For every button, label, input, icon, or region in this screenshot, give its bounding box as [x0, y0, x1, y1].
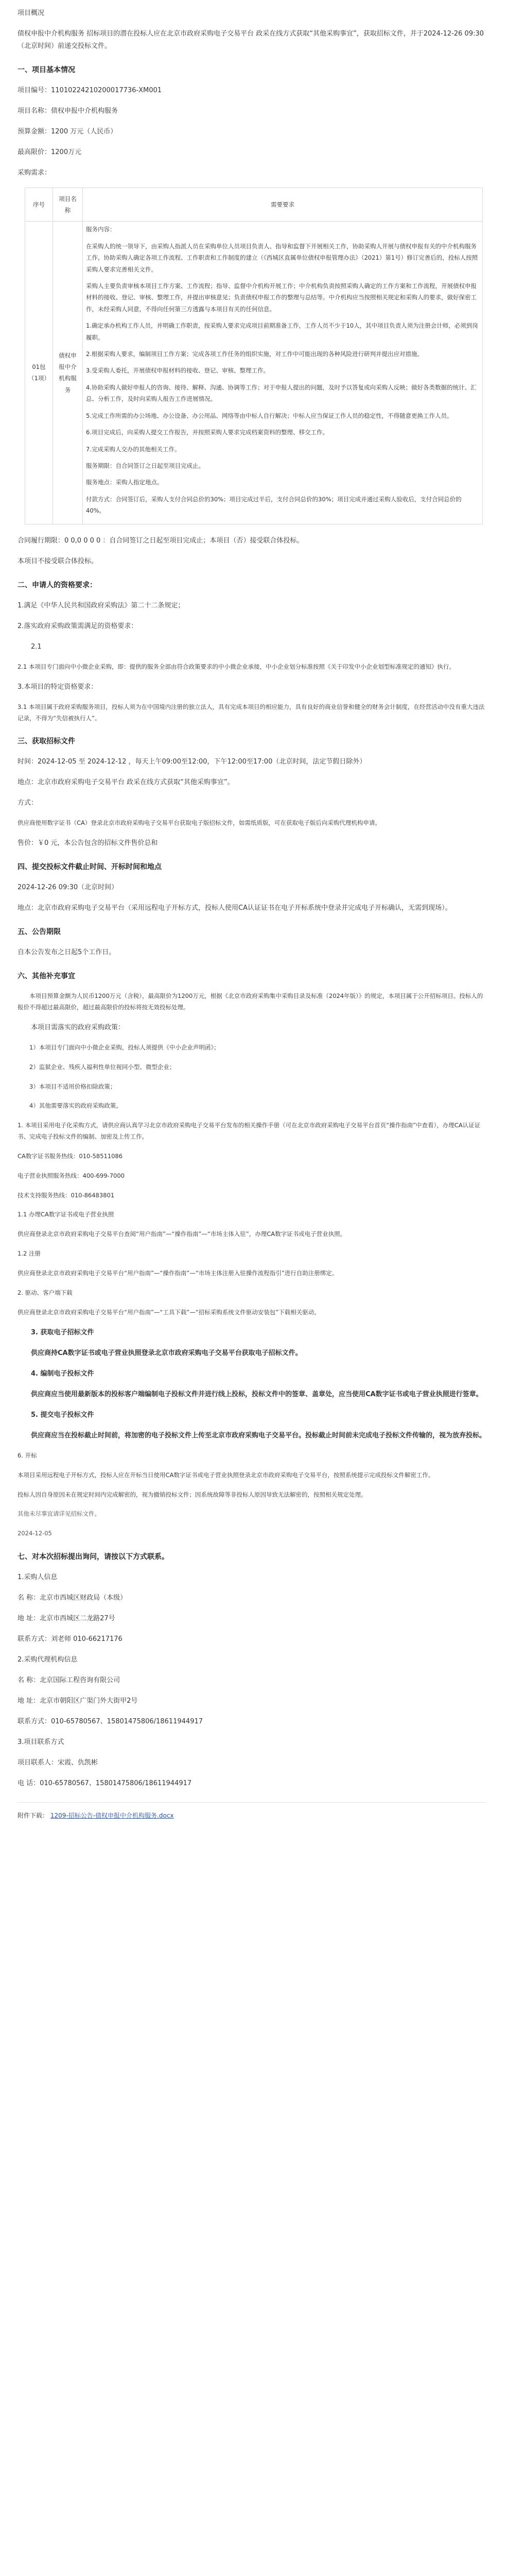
notice-period: 自本公告发布之日起5个工作日。 — [18, 948, 116, 957]
agent-name: 名 称：北京国际工程咨询有限公司 — [18, 1676, 120, 1685]
guide-9-text: 其他未尽事宜请详见招标文件。 — [18, 1510, 100, 1518]
attachment-bar — [18, 1802, 486, 1821]
policy-item: 2）监狱企业、残疾人福利性单位视同小型、微型企业； — [29, 1063, 176, 1071]
req-para: 采购人主要负责审核本项目工作方案、工作流程；指导、监督中介机构开展工作；中介机构负责按照采购人确定的工作方案和工作流程，开展债权申报材料的接收、登记、审核、整理工作，并提出审核意见；负责债权申报工作的整理与总结等。中介机构应当按照相关规定和采购人的要求，做好保密工作，未经采购人同意，不得向任何第三方透露与本项目有关的任何信息。 — [86, 282, 477, 313]
budget-note: 本项目预算金额为人民币1200万元（含税），最高限价为1200万元，根据《北京市政府采购集中采购目录及标准（2024年版）》的规定，本项目属于公开招标项目。投标人的报价不得超过最高限价，超过最高限价的投标将按无效投标处理。 — [18, 992, 483, 1011]
overview-intro: 债权申报中介机构服务 招标项目的潜在投标人应在北京市政府采购电子交易平台 政采在线方式获取“其他采购事宜”，获取招标文件，并于2024-12-26 09:30（北京时间）前递交投标文件。 — [18, 30, 484, 50]
publish-date: 2024-12-05 — [18, 1530, 52, 1537]
guide-3-text: 供应商登录北京市政府采购电子交易平台“用户指南”—“工具下载”—“招标采购系统文件驱动安装包”下载相关驱动。 — [18, 1308, 320, 1316]
requirements-table-wrap — [25, 188, 486, 524]
requirements-label: 采购需求： — [18, 169, 51, 177]
qual-2: 2.落实政府采购政策需满足的资格要求： — [18, 622, 138, 630]
requirements-table — [25, 188, 483, 524]
cell-seq: 01包（1项） — [25, 222, 53, 524]
buyer-address: 地 址：北京市西城区二龙路27号 — [18, 1615, 115, 1623]
col-header-name: 项目名称 — [53, 188, 83, 222]
policy-intro: 本项目需落实的政府采购政策： — [31, 1023, 125, 1031]
budget-amount: 预算金额：1200 万元（人民币） — [18, 128, 117, 136]
attachment-label: 附件下载： — [18, 1812, 49, 1820]
deadline-time: 2024-12-26 09:30（北京时间） — [18, 884, 118, 892]
project-contact-name: 项目联系人：宋霞、仇凯彬 — [18, 1759, 98, 1767]
guide-2-title: 1.2 注册 — [18, 1250, 41, 1258]
cell-requirements — [83, 222, 483, 524]
col-header-seq: 序号 — [25, 188, 53, 222]
obtain-way: 方式： — [18, 799, 38, 807]
obtain-place: 地点：北京市政府采购电子交易平台 政采在线方式获取“其他采购事宜”。 — [18, 778, 234, 787]
attachment-link[interactable]: 1209-招标公告-债权申报中介机构服务.docx — [50, 1812, 174, 1820]
guide-5-text: 供应商应当使用最新版本的投标客户端编制电子投标文件并进行线上投标，投标文件中的签章、盖章处，应当使用CA数字证书或电子营业执照进行签章。 — [31, 1390, 483, 1398]
opening-place: 地点：北京市政府采购电子交易平台（采用远程电子开标方式，投标人使用CA认证证书在电子开标系统中登录并完成电子开标确认，无需到现场）。 — [18, 904, 452, 912]
guide-2-text: 供应商登录北京市政府采购电子交易平台“用户指南”—“操作指南”—“市场主体注册入驻操作流程指引”进行自助注册绑定。 — [18, 1269, 338, 1277]
req-para: 5.完成工作所需的办公场地、办公设备、办公用品、网络等由中标人自行解决；中标人应当保证工作人员的稳定性，不得随意更换工作人员。 — [86, 412, 453, 419]
section-4-heading: 四、提交投标文件截止时间、开标时间和地点 — [18, 863, 162, 872]
req-para: 3.受采购人委托，开展债权申报材料的接收、登记、审核、整理工作。 — [86, 367, 269, 375]
max-price: 最高限价：1200万元 — [18, 148, 82, 157]
cell-name: 债权申报中介机构服务 — [53, 222, 83, 524]
section-1-heading: 一、项目基本情况 — [18, 66, 75, 75]
guide-4-title: 3. 获取电子招标文件 — [31, 1328, 94, 1336]
table-row — [25, 222, 483, 524]
qual-2-1-label: 2.1 — [31, 642, 42, 651]
guide-4-text: 供应商持CA数字证书或电子营业执照登录北京市政府采购电子交易平台获取电子招标文件。 — [31, 1349, 302, 1357]
contract-period: 合同履行期限：0 0,0 0 0 0 ：自合同签订之日起至项目完成止；本项目（否）接受联合体投标。 — [18, 536, 304, 545]
policy-item: 1）本项目专门面向中小微企业采购，投标人须提供《中小企业声明函》； — [29, 1043, 220, 1051]
agent-address: 地 址：北京市朝阳区广渠门外大街甲2号 — [18, 1697, 138, 1705]
req-para: 6.项目完成后，向采购人提交工作报告，并按照采购人要求完成档案资料的整理、移交工作。 — [86, 429, 328, 436]
qual-3: 3.本项目的特定资格要求： — [18, 683, 98, 691]
doc-price: 售价：￥0 元，本公告包含的招标文件售价总和 — [18, 839, 158, 848]
obtain-time: 时间：2024-12-05 至 2024-12-12 ，每天上午09:00至12:00，下午12:00至17:00（北京时间，法定节假日除外） — [18, 758, 367, 766]
req-para: 服务地点：采购人指定地点。 — [86, 479, 163, 486]
project-contact-title: 3.项目联系方式 — [18, 1738, 64, 1747]
buyer-name: 名 称：北京市西城区财政局（本级） — [18, 1594, 127, 1602]
req-para: 付款方式：合同签订后，采购人支付合同总价的30%；项目完成过半后，支付合同总价的30%；项目完成并通过采购人验收后，支付合同总价的40%。 — [86, 495, 462, 515]
guide-6-text: 供应商应当在投标截止时间前，将加密的电子投标文件上传至北京市政府采购电子交易平台。投标截止时间前未完成电子投标文件传输的，视为放弃投标。 — [31, 1431, 486, 1439]
guide-1-text: 供应商登录北京市政府采购电子交易平台查阅“用户指南”—“操作指南”—“市场主体入驻”，办理CA数字证书或电子营业执照。 — [18, 1230, 346, 1238]
joint-bid-note: 本项目不接受联合体投标。 — [18, 557, 98, 565]
agent-contact: 联系方式：010-65780567、15801475806/18611944917 — [18, 1718, 203, 1726]
project-name: 项目名称：债权申报中介机构服务 — [18, 107, 118, 115]
col-header-req: 需要要求 — [83, 188, 483, 222]
req-para: 1.确定承办机构工作人员，并明确工作职责，按采购人要求完成项目前期准备工作，工作人员不少于10人，其中项目负责人须为注册会计师，必须到岗履职。 — [86, 322, 478, 341]
qual-1: 1.满足《中华人民共和国政府采购法》第二十二条规定； — [18, 601, 185, 609]
obtain-way-note: 供应商使用数字证书（CA）登录北京市政府采购电子交易平台获取电子版招标文件，如需纸质版，可在获取电子版后向采购代理机构申请。 — [18, 819, 381, 827]
support-hotline: 技术支持服务热线：010-86483801 — [18, 1191, 115, 1199]
section-3-heading: 三、获取招标文件 — [18, 737, 75, 746]
agent-title: 2.采购代理机构信息 — [18, 1656, 78, 1664]
project-number: 项目编号：11010224210200017736-XM001 — [18, 87, 162, 95]
qual-2-1-text: 2.1 本项目专门面向中小微企业采购，即：提供的服务全部由符合政策要求的中小微企业承接，中小企业划分标准按照《关于印发中小企业划型标准规定的通知》执行。 — [18, 663, 455, 670]
table-header-row — [25, 188, 483, 222]
guide-1-title: 1.1 办理CA数字证书或电子营业执照 — [18, 1211, 114, 1218]
guide-7-title: 6. 开标 — [18, 1451, 37, 1459]
ca-hotline: CA数字证书服务热线：010-58511086 — [18, 1152, 123, 1160]
guide-3-title: 2. 驱动、客户端下载 — [18, 1289, 73, 1296]
req-para: 服务期限：自合同签订之日起至项目完成止。 — [86, 462, 204, 470]
section-6-heading: 六、其他补充事宜 — [18, 972, 75, 981]
req-para: 4.协助采购人做好申报人的咨询、接待、解释、沟通、协调等工作；对于申报人提出的问题，及时予以答复或向采购人反映；做好各类数据的统计、汇总、分析工作，及时向采购人报告工作进展情况。 — [86, 383, 477, 403]
policy-item: 4）其他需要落实的政府采购政策。 — [29, 1102, 122, 1110]
guide-6-title: 5. 提交电子投标文件 — [31, 1411, 94, 1419]
buyer-title: 1.采购人信息 — [18, 1573, 58, 1581]
req-para: 2.根据采购人要求，编制项目工作方案；完成各项工作任务的组织实施，对工作中可能出现的各种风险进行研判并提出应对措施。 — [86, 350, 423, 358]
policy-item: 3）本项目不适用价格扣除政策； — [29, 1082, 116, 1090]
project-contact-phone: 电 话：010-65780567、15801475806/18611944917 — [18, 1780, 192, 1788]
req-para: 服务内容： — [86, 226, 116, 233]
qual-3-1-text: 3.1 本项目属于政府采购服务项目，投标人须为在中国境内注册的独立法人，具有完成本项目的相应能力，具有良好的商业信誉和健全的财务会计制度，在经营活动中没有重大违法记录，不得为“失信被执行人”。 — [18, 703, 485, 722]
req-para: 在采购人的统一领导下，由采购人指派人员在采购单位人员项目负责人、指导和监督下开展相关工作，协助采购人开展与债权申报有关的中介机构服务工作，协助采购人确定各项工作流程、工作职责和工作制度的建立（《西城区直属单位债权申报管理办法》（2021）第1号）修订完善后的，投标人按照采购人要求完善相关文件。 — [86, 242, 478, 273]
guide-7-text: 本项目采用远程电子开标方式，投标人应在开标当日使用CA数字证书或电子营业执照登录北京市政府采购电子交易平台，按照系统提示完成投标文件解密工作。 — [18, 1471, 434, 1479]
req-para: 7.完成采购人交办的其他相关工作。 — [86, 445, 181, 453]
overview-title: 项目概况 — [18, 9, 45, 17]
section-7-heading: 七、对本次招标提出询问，请按以下方式联系。 — [18, 1553, 169, 1562]
section-5-heading: 五、公告期限 — [18, 928, 61, 937]
buyer-contact: 联系方式：刘老师 010-66217176 — [18, 1635, 123, 1643]
guide-5-title: 4. 编制电子投标文件 — [31, 1369, 94, 1378]
license-hotline: 电子营业执照服务热线：400-699-7000 — [18, 1172, 125, 1179]
ca-intro: 1. 本项目采用电子化采购方式，请供应商认真学习北京市政府采购电子交易平台发布的相关操作手册（可在北京市政府采购电子交易平台首页“操作指南”中查看），办理CA认证证书、完成电子投标文件的编制、加密及上传工作。 — [18, 1122, 481, 1141]
guide-8-text: 投标人因自身原因未在规定时间内完成解密的，视为撤销投标文件；因系统故障等非投标人原因导致无法解密的，按照相关规定处理。 — [18, 1490, 367, 1498]
section-2-heading: 二、申请人的资格要求： — [18, 581, 97, 589]
